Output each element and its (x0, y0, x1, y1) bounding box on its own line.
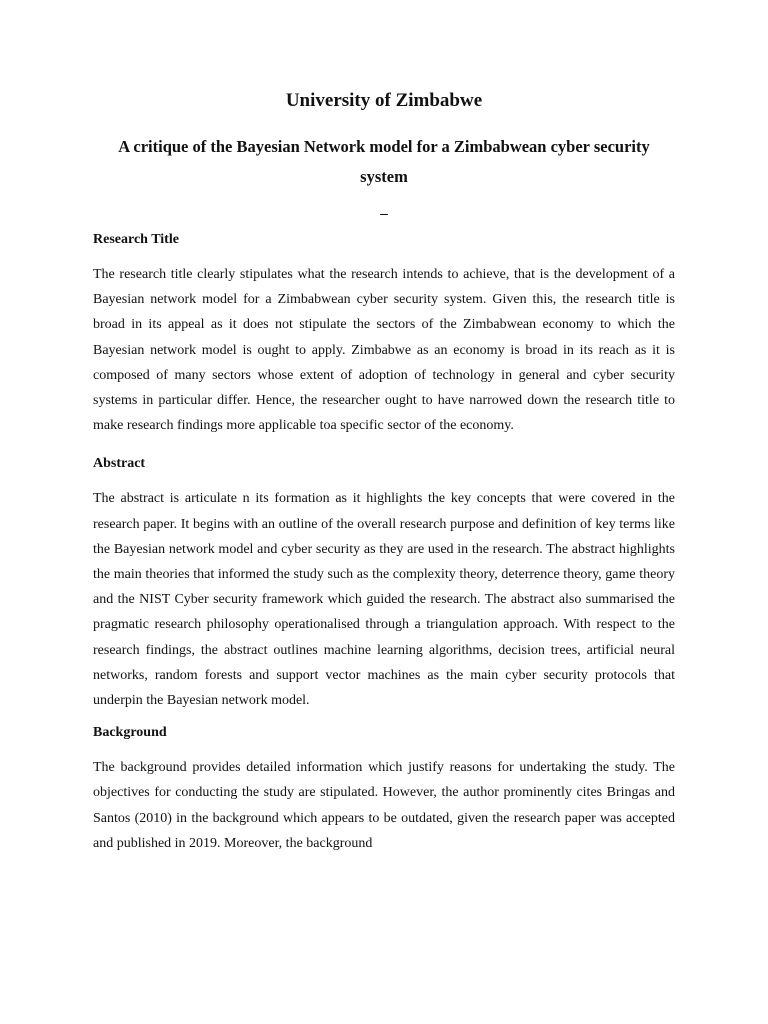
document-page (93, 88, 675, 856)
paragraph-abstract: The abstract is articulate n its formation as it highlights the key concepts that were covered in the research paper. It begins with an outline of the overall research purpose and definition of key terms like the Bayesian network model and cyber security as they are used in the research. The abstract highlights the main theories that informed the study such as the complexity theory, deterrence theory, game theory and the NIST Cyber security framework which guided the research. The abstract also summarised the pragmatic research philosophy operationalised through a triangulation approach. With respect to the research findings, the abstract outlines machine learning algorithms, decision trees, artificial neural networks, random forests and support vector machines as the main cyber security protocols that underpin the Bayesian network model. (93, 491, 675, 709)
section-heading-research-title: Research Title (93, 232, 179, 247)
section-heading-abstract: Abstract (93, 456, 146, 472)
title-separator: – (380, 206, 388, 222)
university-name: University of Zimbabwe (285, 90, 483, 111)
paragraph-research-title: The research title clearly stipulates what the research intends to achieve, that is the development of a Bayesian network model for a Zimbabwean cyber security system. Given this, the research title is broad in its appeal as it does not stipulate the sectors of the Zimbabwean economy to which the Bayesian network model is ought to apply. Zimbabwe as an economy is broad in its reach as it is composed of many sectors whose extent of adoption of technology in general and cyber security systems in particular differ. Hence, the researcher ought to have narrowed down the research title to make research findings more applicable toa specific sector of the economy. (93, 267, 675, 434)
section-abstract (93, 454, 675, 713)
section-background (93, 723, 675, 856)
section-research-title (93, 230, 675, 438)
paragraph-background: The background provides detailed information which justify reasons for undertaking the study. The objectives for conducting the study are stipulated. However, the author prominently cites Bringas and Santos (2010) in the background which appears to be outdated, given the research paper was accepted and published in 2019. Moreover, the background (93, 760, 675, 851)
section-heading-background: Background (93, 725, 167, 741)
paper-title: A critique of the Bayesian Network model for a Zimbabwean cyber security system (118, 137, 650, 186)
